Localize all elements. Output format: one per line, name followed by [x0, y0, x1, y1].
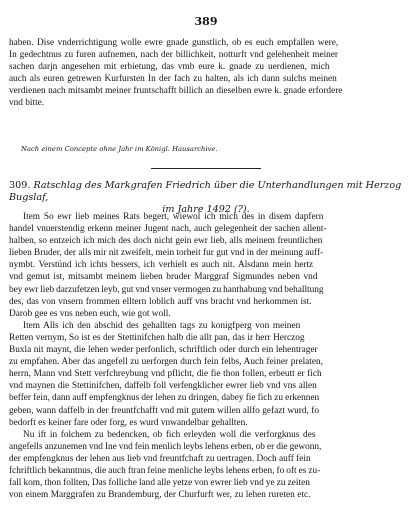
page-number: 389 [194, 15, 218, 28]
text-line: bey ewr lieb darzufetzen leyb, gut vnd vnser vermogen zu hanthabung vnd behalltung [9, 284, 324, 295]
text-line: zu empfahen. Aber das angefell zu uerforgen durch fein felbs, Auch feiner prelaten, [9, 357, 323, 368]
text-line: geben, wann daffelb in der freuntfchafft vnd mit gutem willen allfo gefazt wurd, fo [9, 405, 319, 416]
text-line: fchriftlich bekanntnus, die auch ftran feine menliche leybs lehens erben, fo oft es zu- [9, 465, 321, 476]
section-divider [151, 168, 261, 169]
text-line: des, das von vnsern frommen elltern loblich auff vns bracht vnd herkommen ist. [9, 296, 312, 307]
text-line: bedorft es keiner fare oder forg, es wurd vnwandelbar gehallten. [9, 417, 248, 428]
text-line: Nu ift in folchem zu bedencken, ob fich erleyden woll die verforgknus des [23, 429, 316, 440]
text-line: verdienen nach mitsambt meiner fruntschafft billich an dieselben ewre k. gnade erfordere [9, 86, 343, 97]
text-line: herrn, Mann vnd Stett verfchreybung vnd pflicht, die fie thon follen, erbeutt er fich [9, 369, 322, 380]
text-line: angefells anzunemen vnd Ine vnd fein menlich leybs lehens erben, ob er die gewonn, [9, 441, 322, 452]
text-line: Item Alls ich den abschid des gehallten tags zu konigfperg von meinen [23, 320, 301, 331]
text-line: handel vnuerstendig erkenn meiner Jugent nach, auch gelegenheit der sachen allent- [9, 224, 327, 235]
text-line: sachen darjn angesehen mit erbietung, das vmb eure k. gnade zu uerdienen, mich [9, 62, 330, 73]
text-line: In gedechtnus zu furen aufnemen, nach der billichkeit, notturft vnd gelehenheit meiner [9, 50, 339, 61]
document-body [9, 211, 403, 501]
letter-conclusion [9, 37, 401, 110]
text-line: Buxla nit maynt, die lehen weder perfonlich, schriftlich oder durch ein lehentrager [9, 345, 318, 356]
text-line: fall kom, thon follten, Das folliche land alle yetze von ewrer lieb vnd ye zu zeiten [9, 478, 310, 489]
text-line: beffer fein, dann auff empfengknus der lehen zu dringen, dabey fie fich zu erkennen [9, 393, 320, 404]
text-line: Darob gee es vns neben euch, wie got woll. [9, 308, 171, 319]
text-line: von einem Marggrafen zu Brandemburg, der Churfurft wer, zu lehen rureten etc. [9, 490, 311, 501]
text-line: vnd bitte. [9, 98, 45, 109]
text-line: halben, so entzeich ich mich des doch nicht gein ewr lieb, alls meinem freuntlichen [9, 236, 323, 247]
document-number: 309. [9, 180, 31, 191]
text-line: lieben Bruder, der alls mir nit zweifelt, mein torheit fur gut vnd in der meinung auff- [9, 248, 324, 259]
heading-title: Ratschlag des Markgrafen Friedrich über die Unterhandlungen mit Herzog Bugslaf, [9, 180, 402, 203]
heading-date: im Jahre 1492 (?). [162, 204, 250, 215]
text-line: auch als euren getrewen Kurfursten In der fach zu halten, als ich dann sulchs meinen [9, 74, 337, 85]
text-line: Item So ewr lieb meines Rats begert, wiewol ich mich des in disem dapfern [23, 212, 324, 222]
text-line: nymbt. Verstünd ich ichts bessers, ich verhielt es auch nit. Alsdann mein hertz [9, 260, 314, 271]
text-line: vnd gemut ist, mitsambt meinem lieben bruder Marggraf Sigmundes neben vnd [9, 272, 318, 283]
source-note: Nach einem Concepte ohne Jahr im Königl. Hausarchive. [21, 145, 218, 153]
text-line: vnd maynen die Stettinifchen, daffelb foll verfengklicher ewrer lieb vnd vns allen [9, 381, 317, 392]
text-line: der empfengknus der lehen aus lieb vnd freuntfchaft zu uertragen. Doch auff fein [9, 453, 311, 464]
text-line: Retten vernym, So ist es der Stettinifchen halb die allt pan, das ir herr Herczog [9, 332, 305, 343]
text-line: haben. Dise vnderrichtigung wolle ewre gnade gunstlich, ob es euch empfallen were, [9, 38, 339, 48]
